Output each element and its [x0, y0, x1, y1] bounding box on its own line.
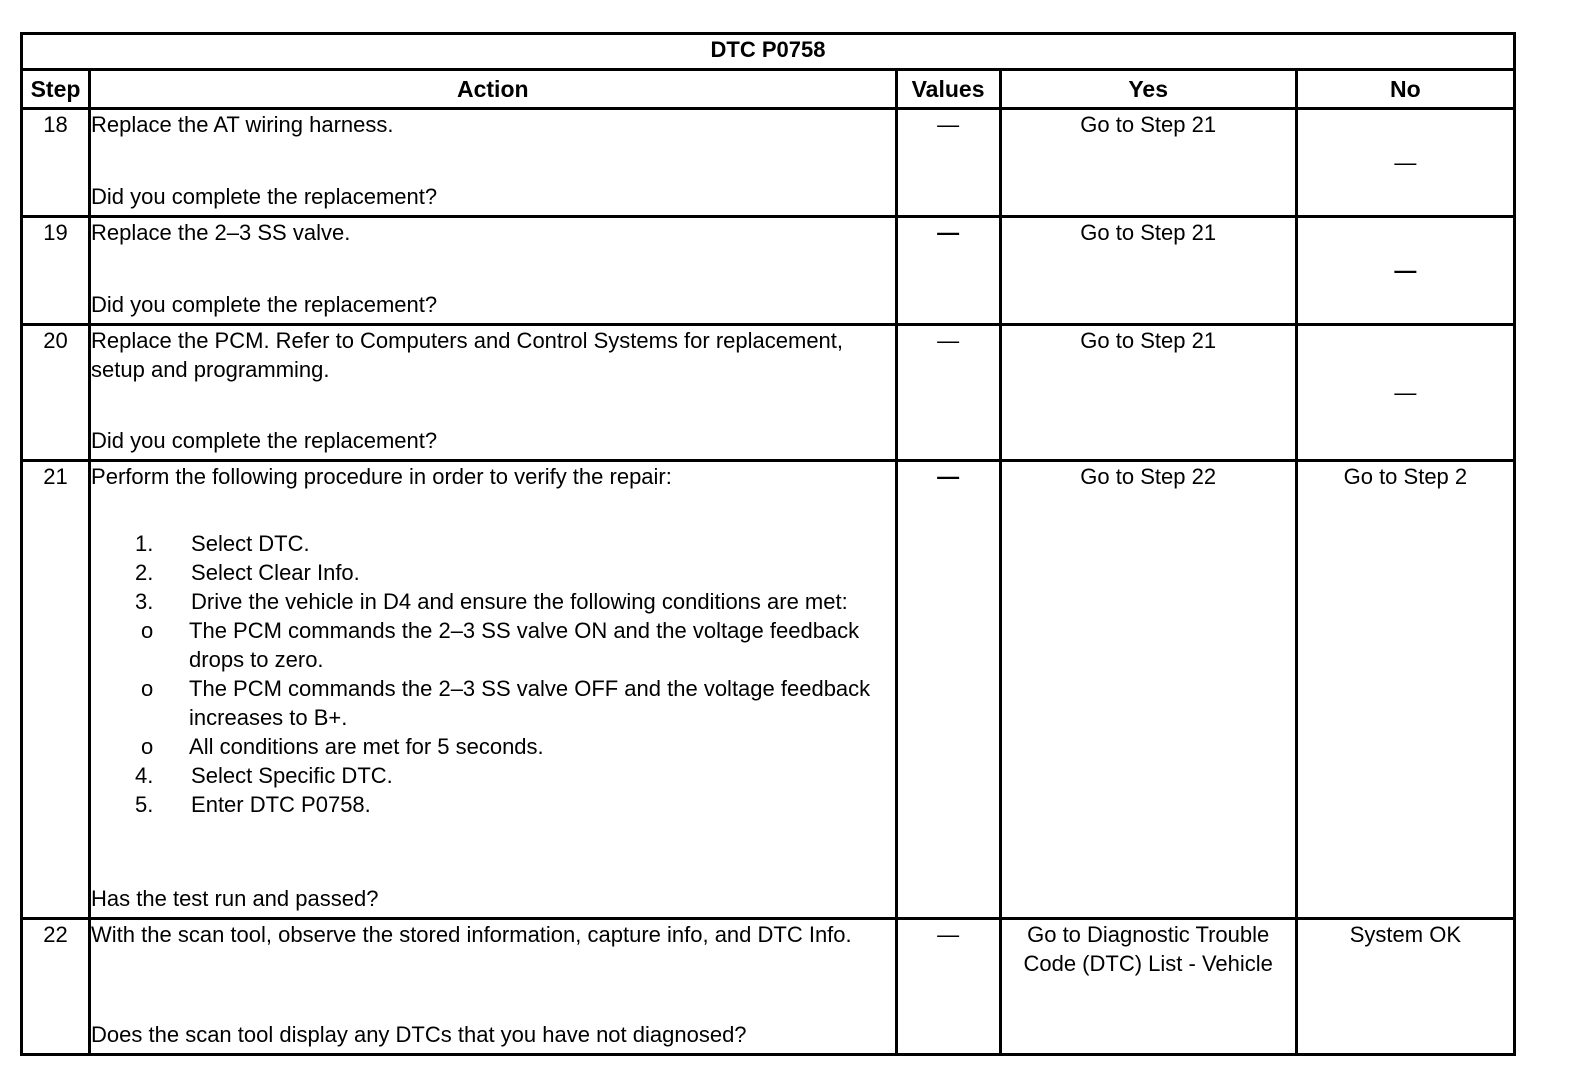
no-cell: Go to Step 2: [1296, 461, 1514, 919]
no-cell: —: [1296, 217, 1514, 325]
action-question: Did you complete the replacement?: [91, 184, 438, 209]
sub-list-item: o The PCM commands the 2–3 SS valve OFF and the voltage feedback increases to B+.: [141, 676, 871, 730]
header-row: [22, 70, 1515, 109]
sub-list-item: o All conditions are met for 5 seconds.: [141, 734, 544, 759]
yes-cell: Go to Step 21: [1000, 109, 1296, 217]
action-cell: [90, 919, 897, 1055]
header-step: Step: [22, 70, 90, 109]
table-row: [22, 217, 1515, 325]
action-text: With the scan tool, observe the stored information, capture info, and DTC Info.: [91, 922, 852, 947]
sub-list-item: o The PCM commands the 2–3 SS valve ON and the voltage feedback drops to zero.: [141, 618, 860, 672]
action-cell: [90, 109, 897, 217]
values-cell: —: [896, 919, 1000, 1055]
values-cell: [896, 109, 1000, 217]
table-title: DTC P0758: [22, 34, 1515, 70]
header-values: Values: [896, 70, 1000, 109]
values-cell: —: [896, 325, 1000, 461]
list-item: 4. Select Specific DTC.: [135, 763, 393, 788]
table-row: [22, 461, 1515, 919]
yes-cell: Go to Step 21: [1000, 325, 1296, 461]
yes-cell: Go to Step 21: [1000, 217, 1296, 325]
dash-text: —: [937, 112, 960, 137]
values-cell: —: [896, 217, 1000, 325]
list-item: 5. Enter DTC P0758.: [135, 792, 371, 817]
values-cell: —: [896, 461, 1000, 919]
step-number: 22: [22, 919, 90, 1055]
header-yes: Yes: [1000, 70, 1296, 109]
sub-list-wrapper: [91, 616, 895, 761]
procedure-list: [91, 529, 895, 819]
list-item: 2. Select Clear Info.: [135, 560, 360, 585]
action-question: Has the test run and passed?: [91, 886, 379, 911]
table-row: [22, 109, 1515, 217]
header-no: No: [1296, 70, 1514, 109]
step-number: 20: [22, 325, 90, 461]
action-cell: [90, 217, 897, 325]
step-number: 18: [22, 109, 90, 217]
dtc-table: [20, 32, 1516, 1056]
header-action: Action: [90, 70, 897, 109]
table-row: [22, 919, 1515, 1055]
action-cell: [90, 325, 897, 461]
table-row: [22, 325, 1515, 461]
yes-cell: Go to Step 22: [1000, 461, 1296, 919]
no-cell: —: [1296, 109, 1514, 217]
step-number: 21: [22, 461, 90, 919]
no-cell: —: [1296, 325, 1514, 461]
step-number: 19: [22, 217, 90, 325]
sub-list: [91, 616, 895, 761]
action-text: Replace the AT wiring harness.: [91, 112, 394, 137]
action-question: Did you complete the replacement?: [91, 428, 438, 453]
action-question: Does the scan tool display any DTCs that you have not diagnosed?: [91, 1022, 747, 1047]
action-cell: [90, 461, 897, 919]
list-item: 1. Select DTC.: [135, 531, 310, 556]
action-question: Did you complete the replacement?: [91, 292, 438, 317]
action-text: Perform the following procedure in order to verify the repair:: [91, 464, 672, 489]
list-item: 3. Drive the vehicle in D4 and ensure the following conditions are met:: [135, 589, 848, 614]
no-cell: System OK: [1296, 919, 1514, 1055]
action-text: Replace the PCM. Refer to Computers and Control Systems for replacement, setup and programming.: [91, 328, 844, 382]
yes-cell: Go to Diagnostic Trouble Code (DTC) List - Vehicle: [1000, 919, 1296, 1055]
action-text: Replace the 2–3 SS valve.: [91, 220, 351, 245]
